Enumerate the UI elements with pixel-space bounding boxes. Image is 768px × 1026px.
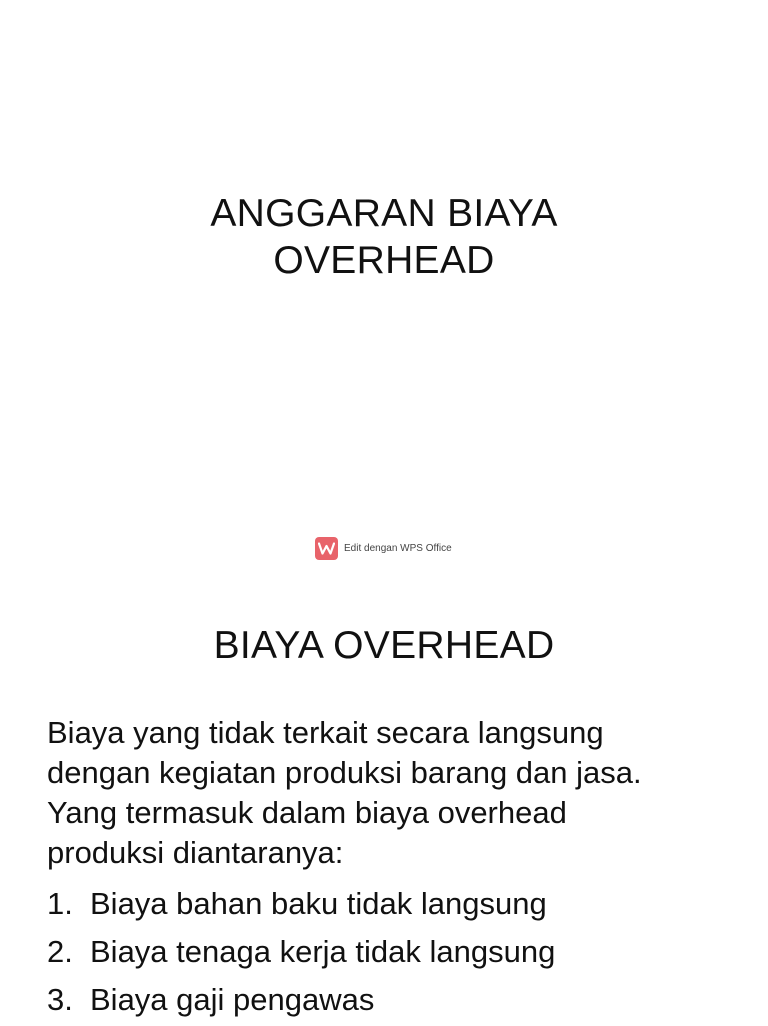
paragraph-line-4: produksi diantaranya: [47,835,344,870]
slide-1-title [0,190,768,284]
slide-2-paragraph [47,713,737,873]
overhead-list [47,882,737,1026]
list-item-text: Biaya tenaga kerja tidak langsung [90,934,556,969]
slide-2-title: BIAYA OVERHEAD [213,624,555,667]
watermark-text: Edit dengan WPS Office [344,543,452,554]
slide-1-title-line-2: OVERHEAD [273,239,495,282]
wps-office-logo-icon [315,537,338,560]
list-item [47,882,737,930]
slide-2 [0,600,768,1024]
list-item [47,978,737,1026]
wps-watermark[interactable] [315,537,452,560]
list-item-number: 2. [47,934,73,969]
paragraph-line-2: dengan kegiatan produksi barang dan jasa. [47,755,642,790]
paragraph-line-3: Yang termasuk dalam biaya overhead [47,795,567,830]
list-item-text: Biaya gaji pengawas [90,982,375,1017]
slide-1-title-line-1: ANGGARAN BIAYA [210,192,558,235]
list-item [47,930,737,978]
list-item-text: Biaya bahan baku tidak langsung [90,886,547,921]
list-item-number: 3. [47,982,73,1017]
paragraph-line-1: Biaya yang tidak terkait secara langsung [47,715,604,750]
list-item-number: 1. [47,886,73,921]
